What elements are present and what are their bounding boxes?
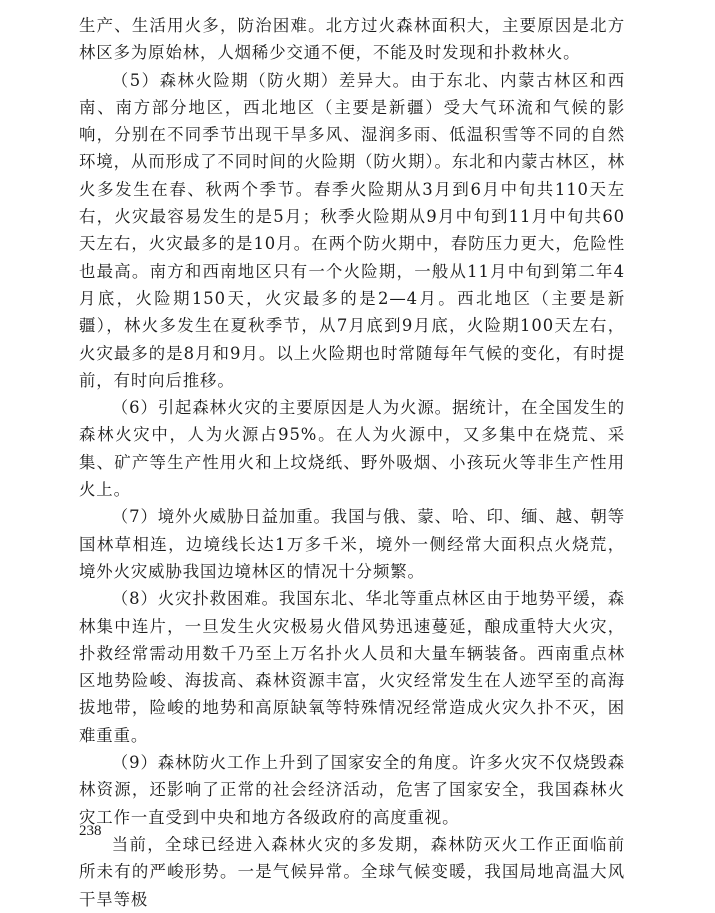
paragraph-human-causes: （6）引起森林火灾的主要原因是人为火源。据统计，在全国发生的森林火灾中，人为火源占95%。在人为火源中，又多集中在烧荒、采集、矿产等生产性用火和上坟烧纸、野外吸烟、小孩玩火等非生产性用火上。 <box>79 398 625 500</box>
continued-paragraph: 生产、生活用火多，防治困难。北方过火森林面积大，主要原因是北方林区多为原始林，人烟稀少交通不便，不能及时发现和扑救林火。 <box>79 16 625 63</box>
page-body <box>79 12 625 913</box>
paragraph-current-situation: 当前，全球已经进入森林火灾的多发期，森林防灭火工作正面临前所未有的严峻形势。一是气候异常。全球气候变暖，我国局地高温大风干旱等极 <box>79 834 625 909</box>
paragraph-suppression-difficulty: （8）火灾扑救困难。我国东北、华北等重点林区由于地势平缓，森林集中连片，一旦发生火灾极易火借风势迅速蔓延，酿成重特大火灾，扑救经常需动用数千乃至上万名扑火人员和大量车辆装备。西南重点林区地势险峻、海拔高、森林资源丰富，火灾经常发生在人迹罕至的高海拔地带，险峻的地势和高原缺氧等特殊情况经常造成火灾久扑不灭，困难重重。 <box>79 589 625 745</box>
paragraph-fire-season: （5）森林火险期（防火期）差异大。由于东北、内蒙古林区和西南、南方部分地区，西北地区（主要是新疆）受大气环流和气候的影响，分别在不同季节出现干旱多风、湿润多雨、低温积雪等不同的自然环境，从而形成了不同时间的火险期（防火期）。东北和内蒙古林区，林火多发生在春、秋两个季节。春季火险期从3月到6月中旬共110天左右，火灾最容易发生的是5月；秋季火险期从9月中旬到11月中旬共60天左右，火灾最多的是10月。在两个防火期中，春防压力更大，危险性也最高。南方和西南地区只有一个火险期，一般从11月中旬到第二年4月底，火险期150天，火灾最多的是2—4月。西北地区（主要是新疆），林火多发生在夏秋季节，从7月底到9月底，火险期100天左右，火灾最多的是8月和9月。以上火险期也时常随每年气候的变化，有时提前，有时向后推移。 <box>79 70 625 390</box>
page-number: 238 <box>79 823 102 839</box>
paragraph-national-security: （9）森林防火工作上升到了国家安全的角度。许多火灾不仅烧毁森林资源，还影响了正常的社会经济活动，危害了国家安全，我国森林火灾工作一直受到中央和地方各级政府的高度重视。 <box>79 753 625 827</box>
paragraph-foreign-fire: （7）境外火威胁日益加重。我国与俄、蒙、哈、印、缅、越、朝等国林草相连，边境线长达1万多千米，境外一侧经常大面积点火烧荒，境外火灾威胁我国边境林区的情况十分频繁。 <box>79 507 625 581</box>
